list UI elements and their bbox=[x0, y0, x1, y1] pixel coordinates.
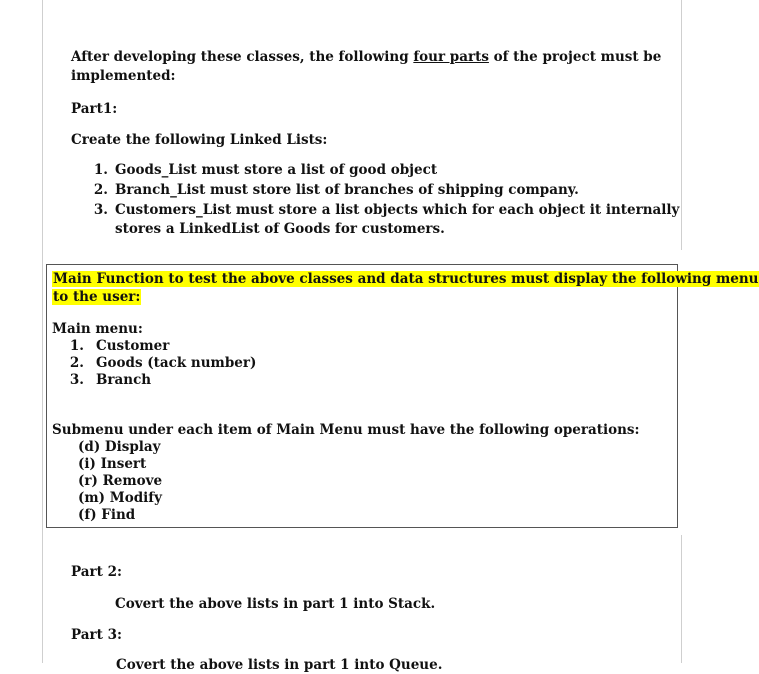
menu-item-goods: Goods (tack number) bbox=[96, 355, 257, 371]
menu-title: Main menu: bbox=[52, 321, 143, 337]
highlight-text: to the user: bbox=[53, 289, 141, 305]
part2-heading: Part 2: bbox=[71, 564, 122, 580]
list-item-number: 3. bbox=[93, 202, 108, 218]
part2-text: Covert the above lists in part 1 into Stack. bbox=[115, 596, 436, 612]
part1-heading: Part1: bbox=[71, 101, 118, 117]
part3-text-clip bbox=[116, 656, 443, 673]
menu-item-customer: Customer bbox=[96, 338, 170, 354]
page-border-left bbox=[42, 0, 43, 663]
submenu-item-modify: (m) Modify bbox=[78, 490, 162, 506]
intro-line-1 bbox=[71, 48, 661, 66]
list-item-number: 2. bbox=[93, 182, 108, 198]
submenu-title: Submenu under each item of Main Menu must have the following operations: bbox=[52, 422, 640, 438]
main-function-line-2 bbox=[52, 288, 141, 306]
list-item-customers: Customers_List must store a list objects which for each object it internally bbox=[115, 202, 680, 218]
list-item-branch: Branch_List must store list of branches of shipping company. bbox=[115, 182, 579, 198]
part3-text: Covert the above lists in part 1 into Queue. bbox=[116, 657, 443, 673]
list-item-number: 1. bbox=[93, 162, 108, 178]
submenu-item-find: (f) Find bbox=[78, 507, 136, 523]
submenu-item-remove: (r) Remove bbox=[78, 473, 163, 489]
intro-underlined: four parts bbox=[413, 49, 489, 65]
list-item-customers-cont: stores a LinkedList of Goods for customers. bbox=[115, 221, 445, 237]
page-border-right bbox=[681, 0, 682, 250]
intro-line-2: implemented: bbox=[71, 68, 176, 84]
list-item-goods: Goods_List must store a list of good object bbox=[115, 162, 438, 178]
intro-after: of the project must be bbox=[488, 49, 662, 65]
intro-before: After developing these classes, the following bbox=[71, 49, 414, 65]
part1-create: Create the following Linked Lists: bbox=[71, 132, 328, 148]
menu-item-branch: Branch bbox=[96, 372, 152, 388]
menu-item-number: 3. bbox=[69, 372, 84, 388]
menu-item-number: 1. bbox=[69, 338, 84, 354]
page-border-right-lower bbox=[681, 535, 682, 663]
highlight-text: Main Function to test the above classes and data structures must display the following menu bbox=[53, 271, 759, 287]
menu-item-number: 2. bbox=[69, 355, 84, 371]
submenu-item-insert: (i) Insert bbox=[78, 456, 147, 472]
main-function-line-1 bbox=[52, 270, 759, 288]
part3-heading: Part 3: bbox=[71, 627, 122, 643]
submenu-item-display: (d) Display bbox=[78, 439, 161, 455]
